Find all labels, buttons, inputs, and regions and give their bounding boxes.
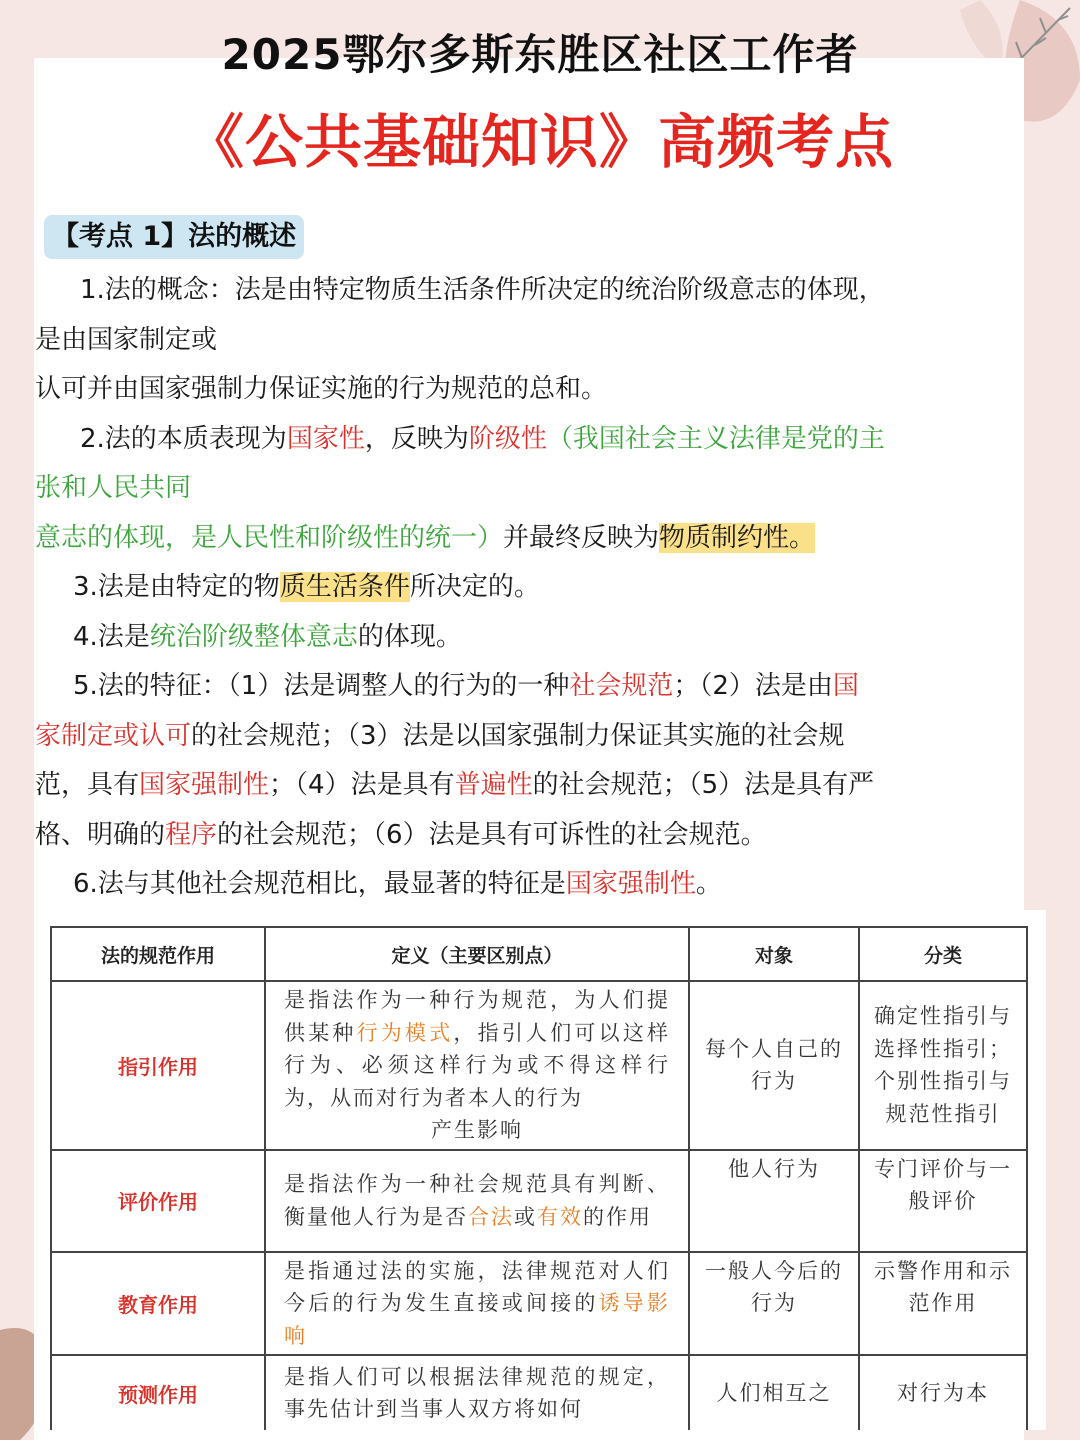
p5-l: 格、明确的 [35, 819, 166, 850]
header-category: 分类 [859, 927, 1027, 981]
def-highlight: 行为模式 [356, 1020, 454, 1045]
paragraph-3 [35, 563, 995, 613]
p3-b: 质生活条件 [279, 572, 410, 602]
p2-b: 国家性 [286, 423, 365, 454]
p1-c: 认可并由国家强制力保证实施的行为规范的总和。 [35, 374, 608, 404]
paragraph-5 [35, 662, 995, 712]
p6-b: 国家强制性 [565, 869, 696, 899]
table-row [51, 1150, 1027, 1252]
row-object: 一般人今后的行为 [689, 1252, 859, 1356]
paragraph-1 [35, 266, 995, 316]
page-subtitle-text: 《公共基础知识》高频考点 [185, 108, 894, 176]
p2-g: 意志的体现，是人民性和阶级性的统一） [35, 522, 504, 553]
p5-g: 范，具有 [35, 770, 140, 800]
header-object: 对象 [689, 927, 859, 981]
row-category: 专门评价与一般评价 [859, 1150, 1027, 1252]
paragraph-2-line2 [35, 464, 995, 514]
table-container [34, 910, 1046, 1430]
def-text: 是指通过法的实施，法律规范对人们今后的行为发生直接或间接的 [284, 1258, 670, 1315]
def-highlight: 有效 [537, 1204, 583, 1229]
def-highlight: 合法 [468, 1204, 514, 1229]
def-text: 是指法作为一种社会规范具有判断、衡量他人行为是否 [284, 1172, 670, 1229]
subtitle-wrap [0, 104, 1080, 180]
p2-e: （我国社会主义法律是党的主 [546, 423, 885, 454]
p3-c: 所决定的。 [409, 572, 540, 602]
def-text: 产生影响 [431, 1118, 523, 1142]
p1-a: 1.法的概念：法是由特定物质生活条件所决定的统治阶级意志的体现， [80, 275, 885, 305]
header-definition: 定义（主要区别点） [265, 927, 689, 981]
table-row [51, 981, 1027, 1150]
p5-a: 5.法的特征：（1）法是调整人的行为的一种 [73, 671, 570, 701]
p5-i: ；（4）法是具有 [269, 770, 455, 800]
paragraph-6 [35, 860, 995, 910]
paragraph-1-line2 [35, 316, 995, 366]
p5-f: 的社会规范；（3）法是以国家强制力保证其实施的社会规 [191, 720, 845, 751]
def-text: 或 [514, 1204, 537, 1229]
row-name: 教育作用 [51, 1252, 265, 1356]
p2-c: ，反映为 [364, 423, 469, 454]
def-text: ，指引人们可以这样行为、必须这样行为或不得这样行为，从而对行为者本人的行为 [284, 1020, 671, 1110]
row-name: 指引作用 [51, 981, 265, 1150]
p2-f: 张和人民共同 [35, 473, 192, 503]
row-name: 预测作用 [51, 1355, 265, 1430]
row-object: 每个人自己的行为 [689, 981, 859, 1150]
p4-a: 4.法是 [73, 621, 150, 652]
table-row [51, 1252, 1027, 1356]
row-definition: 是指人们可以根据法律规范的规定，事先估计到当事人双方将如何 [265, 1355, 689, 1430]
p2-d: 阶级性 [468, 423, 547, 454]
row-definition [265, 1252, 689, 1356]
p1-b: 是由国家制定或 [35, 324, 218, 355]
p5-m: 程序 [165, 819, 218, 850]
p5-k: 的社会规范；（5）法是具有严 [532, 770, 875, 800]
def-text: 是指法作为一种行为规范，为人们提供某种 [284, 988, 670, 1045]
paragraph-5-line3 [35, 761, 995, 811]
def-highlight: 诱导影响 [284, 1291, 671, 1348]
header-function: 法的规范作用 [51, 927, 265, 981]
p5-h: 国家强制性 [139, 770, 270, 800]
p6-c: 。 [695, 869, 722, 899]
paragraph-2-line3 [35, 514, 995, 564]
p3-a: 3.法是由特定的物 [73, 572, 280, 602]
section-content [35, 266, 995, 910]
row-object: 他人行为 [689, 1150, 859, 1252]
p4-b: 统治阶级整体意志 [149, 621, 358, 652]
row-object: 人们相互之 [689, 1355, 859, 1430]
p2-i: 物质制约性。 [659, 522, 816, 553]
p5-n: 的社会规范；（6）法是具有可诉性的社会规范。 [217, 819, 767, 850]
p2-h: 并最终反映为 [503, 522, 660, 553]
paragraph-5-line2 [35, 712, 995, 762]
page-subtitle [172, 104, 908, 180]
p5-c: ；（2）法是由 [673, 671, 833, 701]
row-category: 确定性指引与选择性指引；个别性指引与规范性指引 [859, 981, 1027, 1150]
p4-c: 的体现。 [357, 621, 462, 652]
paragraph-4 [35, 613, 995, 663]
row-category: 对行为本 [859, 1355, 1027, 1430]
section-tag: 【考点 1】法的概述 [44, 215, 304, 259]
p5-j: 普遍性 [454, 770, 533, 800]
table-row [51, 1355, 1027, 1430]
norm-function-table [50, 926, 1028, 1430]
row-definition [265, 981, 689, 1150]
table-header-row [51, 927, 1027, 981]
row-name: 评价作用 [51, 1150, 265, 1252]
p2-a: 2.法的本质表现为 [80, 423, 287, 454]
paragraph-2 [35, 415, 995, 465]
page-title: 2025鄂尔多斯东胜区社区工作者 [221, 30, 859, 79]
row-category: 示警作用和示范作用 [859, 1252, 1027, 1356]
paragraph-5-line4 [35, 811, 995, 861]
paragraph-1-line3 [35, 365, 995, 415]
def-text: 的作用 [583, 1204, 652, 1229]
p5-d: 国 [832, 671, 859, 701]
p6-a: 6.法与其他社会规范相比，最显著的特征是 [73, 869, 566, 899]
p5-e: 家制定或认可 [35, 720, 192, 751]
p5-b: 社会规范 [569, 671, 674, 701]
row-definition [265, 1150, 689, 1252]
